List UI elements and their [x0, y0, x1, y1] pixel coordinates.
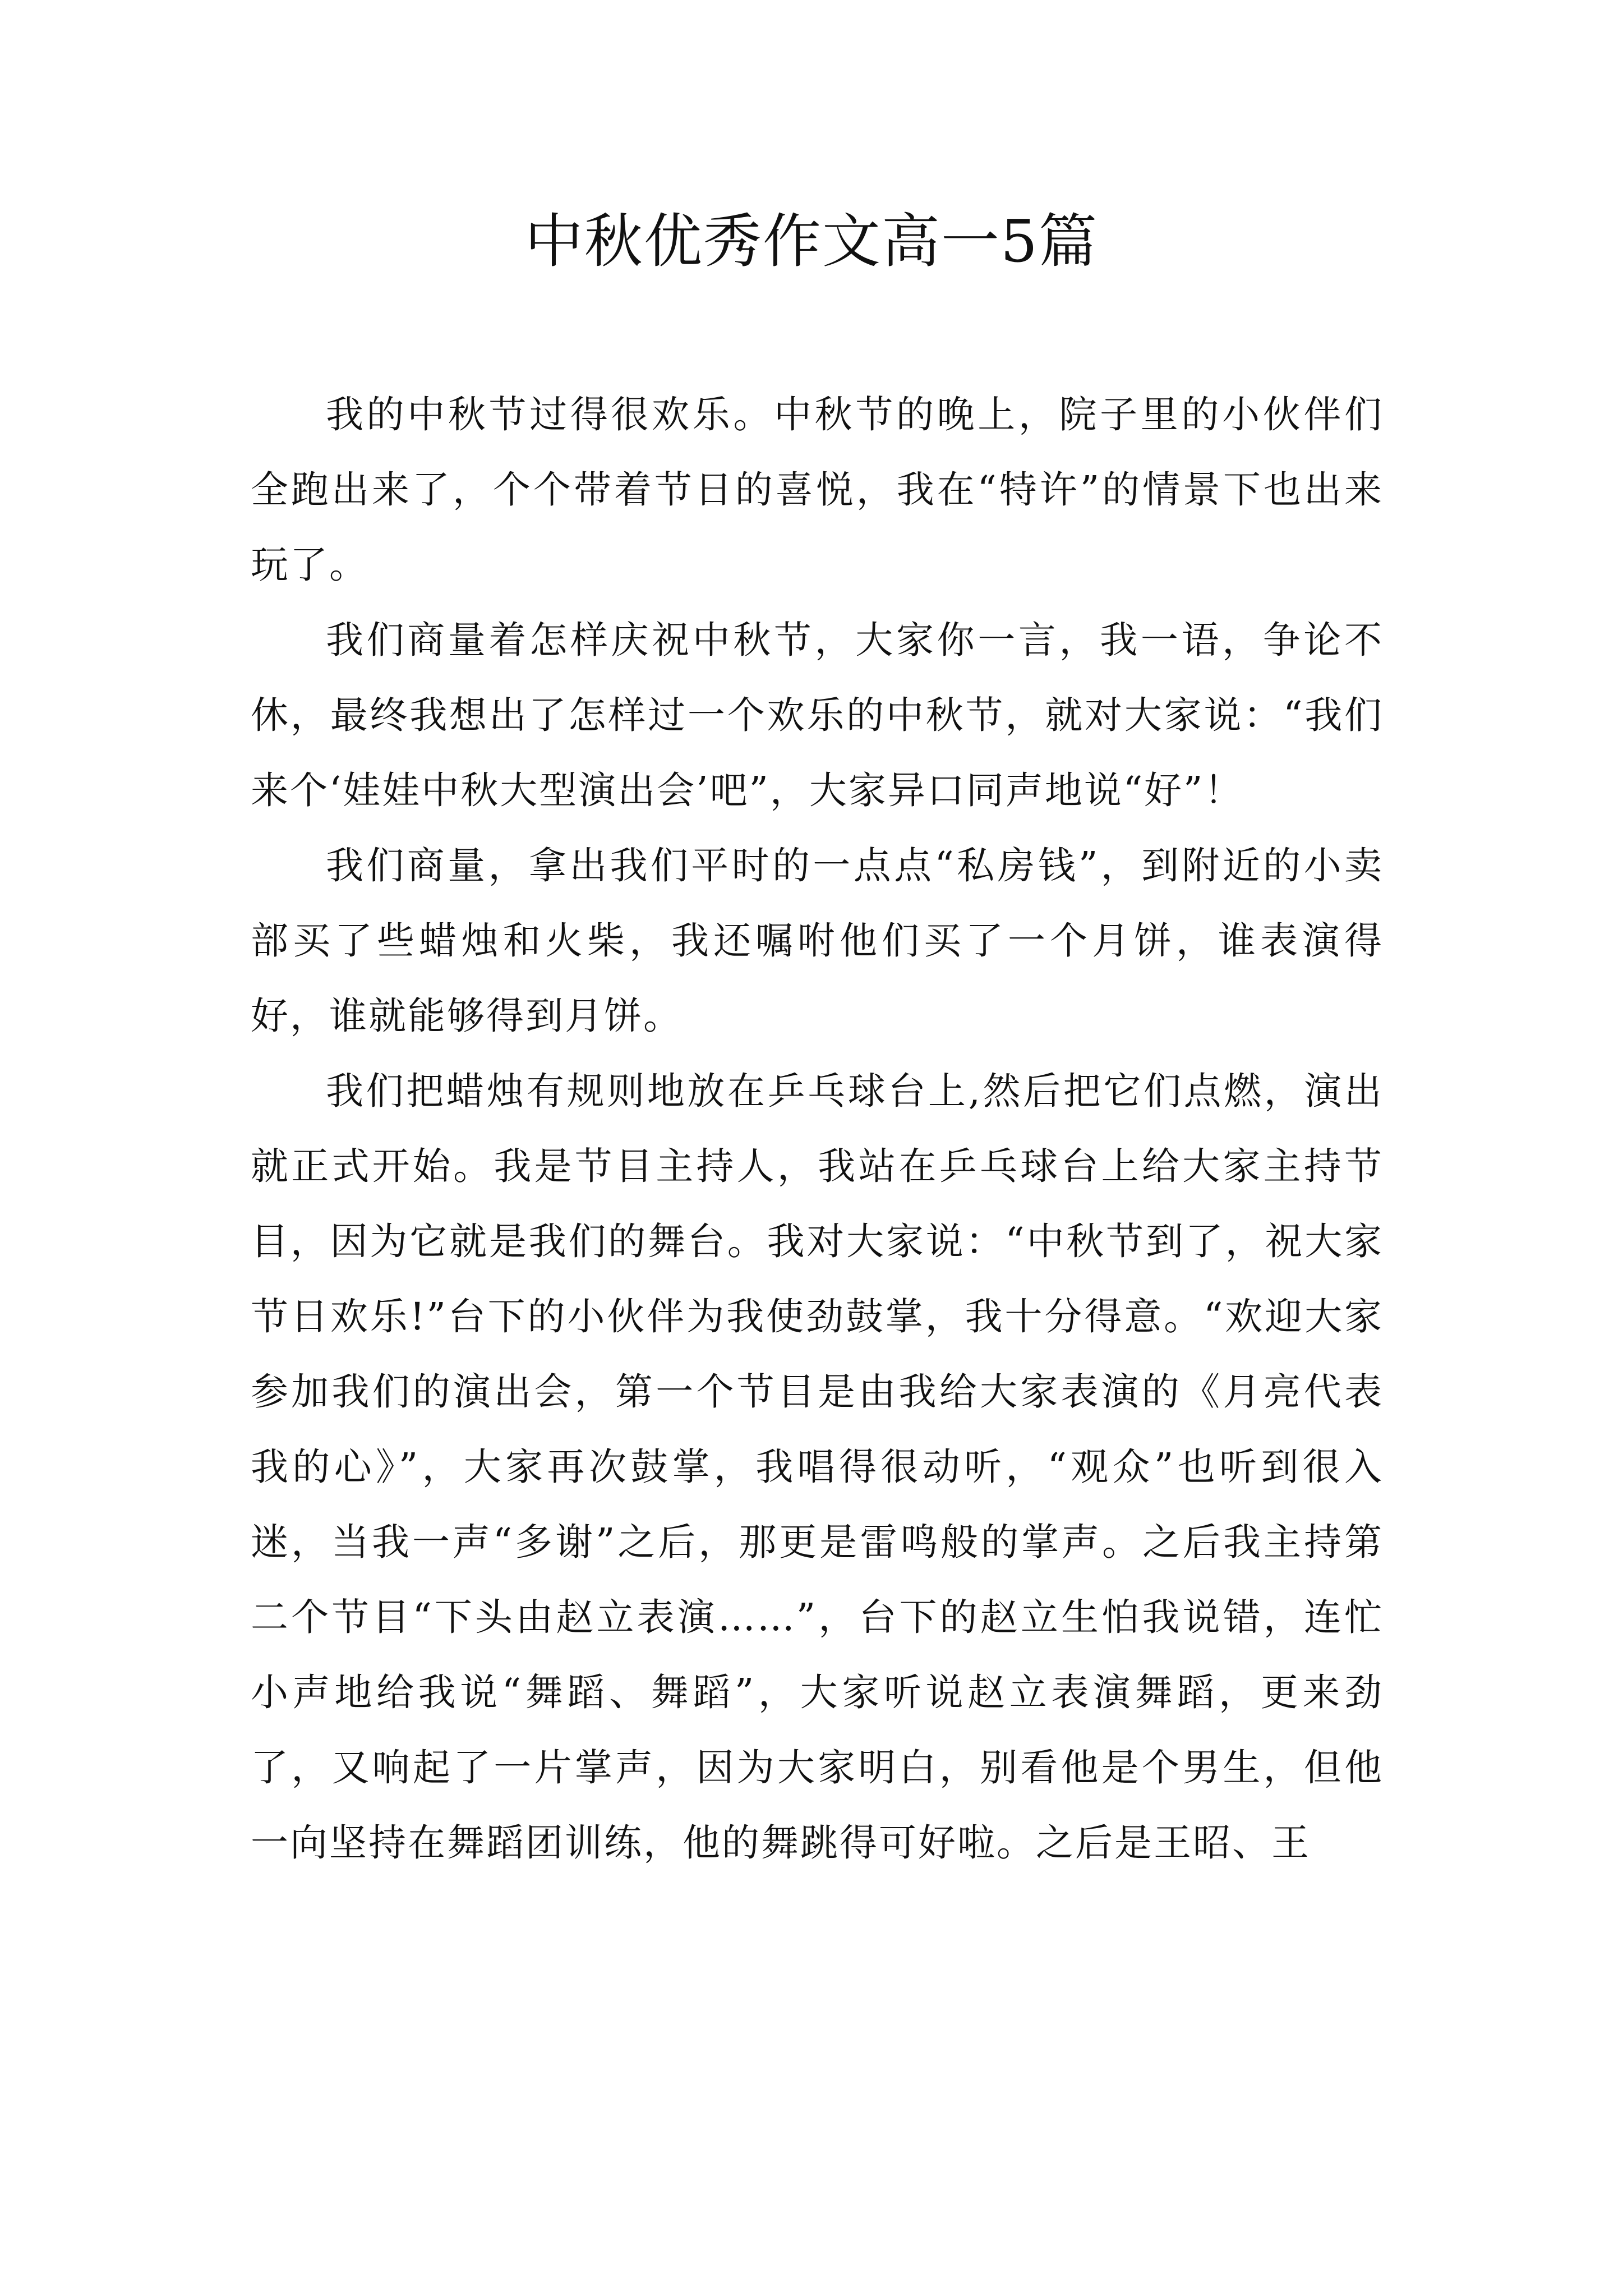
document-body: [251, 377, 1384, 1880]
paragraph-3: 我们商量，拿出我们平时的一点点“私房钱”，到附近的小卖部买了些蜡烛和火柴，我还嘱咐他们买了一个月饼，谁表演得好，谁就能够得到月饼。: [251, 844, 1384, 1038]
paragraph-4: 我们把蜡烛有规则地放在乒乓球台上,然后把它们点燃，演出就正式开始。我是节目主持人，我站在乒乓球台上给大家主持节目，因为它就是我们的舞台。我对大家说：“中秋节到了，祝大家节日欢乐!”台下的小伙伴为我使劲鼓掌，我十分得意。“欢迎大家参加我们的演出会，第一个节目是由我给大家表演的《月亮代表我的心》”，大家再次鼓掌，我唱得很动听，“观众”也听到很入迷，当我一声“多谢”之后，那更是雷鸣般的掌声。之后我主持第二个节目“下头由赵立表演……”，台下的赵立生怕我说错，连忙小声地给我说“舞蹈、舞蹈”，大家听说赵立表演舞蹈，更来劲了，又响起了一片掌声，因为大家明白，别看他是个男生，但他一向坚持在舞蹈团训练，他的舞跳得可好啦。之后是王昭、王: [251, 1069, 1384, 1865]
paragraph-1: 我的中秋节过得很欢乐。中秋节的晚上，院子里的小伙伴们全跑出来了，个个带着节日的喜悦，我在“特许”的情景下也出来玩了。: [251, 393, 1384, 587]
document-title: 中秋优秀作文高一5篇: [524, 207, 1099, 275]
paragraph-2: 我们商量着怎样庆祝中秋节，大家你一言，我一语，争论不休，最终我想出了怎样过一个欢乐的中秋节，就对大家说：“我们来个‘娃娃中秋大型演出会’吧”，大家异口同声地说“好”！: [251, 618, 1384, 812]
